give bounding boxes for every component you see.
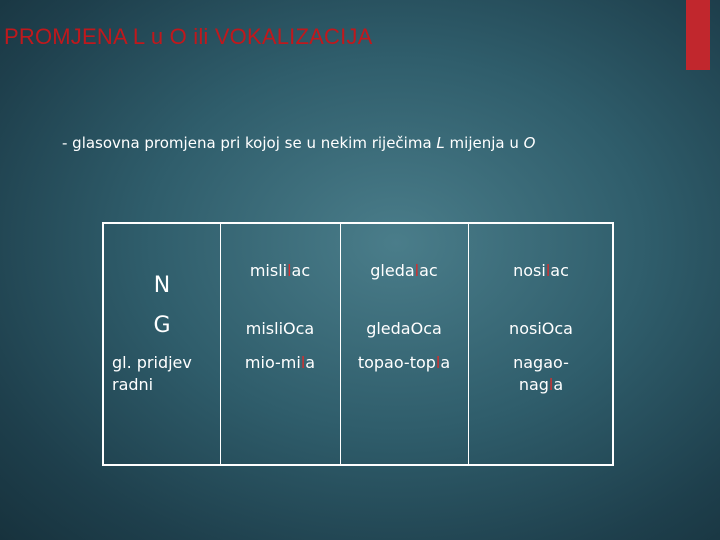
table-cell-g-3: nosiOca xyxy=(509,319,573,338)
definition-text xyxy=(62,134,535,152)
table-cell-gl-1: mio-mila xyxy=(244,353,316,372)
table-cell-n-3: nosilac xyxy=(513,261,569,280)
table-cell-gl-3: nagao- nagla xyxy=(513,353,569,394)
definition-prefix: - glasovna promjena pri kojoj se u nekim riječima xyxy=(62,134,437,152)
table-cell-g-1: misliOca xyxy=(245,319,315,338)
definition-letter-l: L xyxy=(436,134,445,152)
slide-title: PROMJENA L u O ili VOKALIZACIJA xyxy=(4,24,373,49)
case-label-n: N xyxy=(153,273,171,298)
case-label-g: G xyxy=(153,313,171,338)
gl-label-line1: gl. pridjev xyxy=(112,353,192,372)
table-cell-g-2: gledaOca xyxy=(366,319,442,338)
vocalization-table xyxy=(102,222,614,466)
definition-letter-o: O xyxy=(523,134,536,152)
gl-pridjev-label xyxy=(112,352,220,396)
gl-label-line2: radni xyxy=(112,375,154,394)
table-cell-gl-2: topao-topla xyxy=(357,353,451,372)
table-cell-n-1: mislilac xyxy=(249,261,311,280)
table-cell-n-2: gledalac xyxy=(370,261,438,280)
accent-bar xyxy=(686,0,710,70)
definition-middle: mijenja u xyxy=(444,134,524,152)
